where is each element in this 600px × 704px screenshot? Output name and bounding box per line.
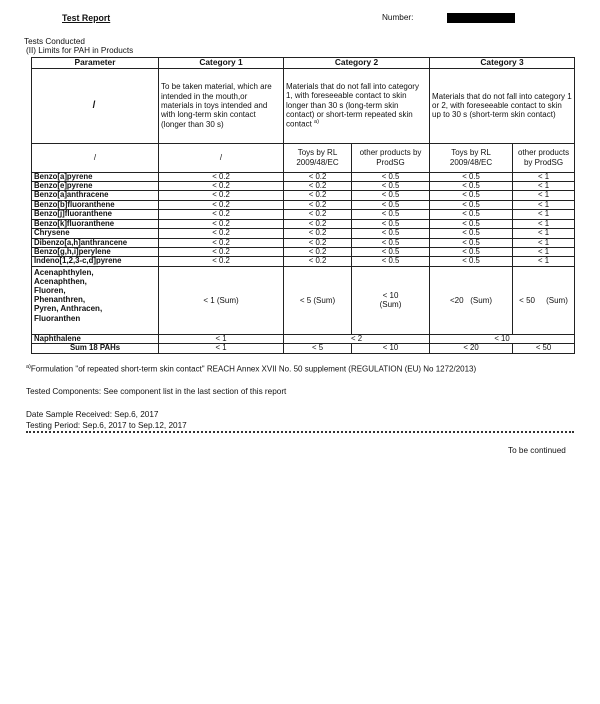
naphthalene-cat1: < 1 bbox=[159, 334, 284, 343]
subhead-cat3-toys: Toys by RL 2009/48/EC bbox=[430, 143, 513, 172]
row-cat1: < 0.2 bbox=[159, 238, 284, 247]
subhead-parameter-slash: / bbox=[32, 143, 159, 172]
report-header bbox=[0, 13, 600, 27]
subhead-cat2-other: other products by ProdSG bbox=[352, 143, 430, 172]
row-cat1: < 0.2 bbox=[159, 257, 284, 266]
row-parameter: Benzo[g,h,i]perylene bbox=[32, 247, 159, 256]
section-title: Tests Conducted bbox=[24, 37, 85, 46]
footnote-mark: a) bbox=[26, 364, 31, 370]
naphthalene-cat3: < 10 bbox=[430, 334, 575, 343]
row-cat2-toys: < 0.2 bbox=[284, 247, 352, 256]
section-subtitle: (II) Limits for PAH in Products bbox=[26, 46, 134, 55]
row-parameter: Benzo[a]anthracene bbox=[32, 191, 159, 200]
row-cat2-other: < 0.5 bbox=[352, 247, 430, 256]
subheader-row bbox=[32, 143, 575, 172]
row-cat3-toys: < 0.5 bbox=[430, 172, 513, 181]
desc-category-1: To be taken material, which are intended in the mouth,or materials in toys intended and with long-term skin contact (longer than 30 s) bbox=[159, 68, 284, 143]
row-parameter: Benzo[j]fluoranthene bbox=[32, 210, 159, 219]
row-cat3-toys: < 0.5 bbox=[430, 229, 513, 238]
row-cat3-other: < 1 bbox=[513, 210, 575, 219]
table-header-row bbox=[32, 58, 575, 69]
grouped-cat1: < 1 (Sum) bbox=[159, 266, 284, 334]
table-row bbox=[32, 247, 575, 256]
desc-category-2-footnote-mark: a) bbox=[314, 119, 319, 126]
naphthalene-row bbox=[32, 334, 575, 343]
row-cat3-toys: < 0.5 bbox=[430, 238, 513, 247]
row-cat3-other: < 1 bbox=[513, 219, 575, 228]
row-parameter: Chrysene bbox=[32, 229, 159, 238]
row-cat3-other: < 1 bbox=[513, 172, 575, 181]
table-row bbox=[32, 210, 575, 219]
row-cat3-toys: < 0.5 bbox=[430, 191, 513, 200]
footnote bbox=[26, 364, 476, 374]
desc-category-2 bbox=[284, 68, 430, 143]
row-cat3-toys: < 0.5 bbox=[430, 257, 513, 266]
sum-row bbox=[32, 344, 575, 353]
grouped-cat3-toys: <20 (Sum) bbox=[430, 266, 513, 334]
table-row bbox=[32, 229, 575, 238]
redacted-number-block bbox=[447, 13, 515, 23]
row-cat2-toys: < 0.2 bbox=[284, 200, 352, 209]
row-cat1: < 0.2 bbox=[159, 182, 284, 191]
table-row bbox=[32, 219, 575, 228]
row-cat2-other: < 0.5 bbox=[352, 191, 430, 200]
grouped-cat2-other bbox=[352, 266, 430, 334]
row-parameter: Benzo[e]pyrene bbox=[32, 182, 159, 191]
row-parameter: Dibenzo[a,h]anthrancene bbox=[32, 238, 159, 247]
sum-cat3-other: < 50 bbox=[513, 344, 575, 353]
row-cat2-other: < 0.5 bbox=[352, 172, 430, 181]
sum-cat2-toys: < 5 bbox=[284, 344, 352, 353]
row-parameter: Naphthalene bbox=[32, 334, 159, 343]
row-parameter: Benzo[k]fluoranthene bbox=[32, 219, 159, 228]
header-category-3: Category 3 bbox=[430, 58, 575, 69]
row-cat1: < 0.2 bbox=[159, 210, 284, 219]
to-be-continued: To be continued bbox=[508, 446, 566, 455]
row-cat3-toys: < 0.5 bbox=[430, 247, 513, 256]
row-cat3-other: < 1 bbox=[513, 238, 575, 247]
table-row bbox=[32, 238, 575, 247]
row-cat3-toys: < 0.5 bbox=[430, 219, 513, 228]
footnote-text: Formulation "of repeated short-term skin contact" REACH Annex XVII No. 50 supplement (REGULATION (EU) No 1272/2013) bbox=[30, 364, 477, 374]
row-cat3-other: < 1 bbox=[513, 257, 575, 266]
row-cat2-other: < 0.5 bbox=[352, 210, 430, 219]
row-cat2-toys: < 0.2 bbox=[284, 210, 352, 219]
row-cat3-other: < 1 bbox=[513, 229, 575, 238]
sum-cat1: < 1 bbox=[159, 344, 284, 353]
tested-components: Tested Components: See component list in the last section of this report bbox=[26, 387, 287, 396]
header-category-2: Category 2 bbox=[284, 58, 430, 69]
row-parameter: Benzo[b]fluoranthene bbox=[32, 200, 159, 209]
table-row bbox=[32, 257, 575, 266]
row-cat2-toys: < 0.2 bbox=[284, 172, 352, 181]
table-row bbox=[32, 191, 575, 200]
asterisk-divider bbox=[26, 431, 574, 436]
date-sample-received: Date Sample Received: Sep.6, 2017 bbox=[26, 410, 159, 419]
row-cat3-other: < 1 bbox=[513, 247, 575, 256]
row-cat2-other: < 0.5 bbox=[352, 257, 430, 266]
grouped-pah-name: Pyren, Anthracen, bbox=[34, 304, 103, 314]
grouped-pah-name: Acenaphthen, bbox=[34, 276, 87, 286]
row-cat2-toys: < 0.2 bbox=[284, 191, 352, 200]
grouped-pah-names bbox=[32, 266, 159, 334]
row-cat3-toys: < 0.5 bbox=[430, 182, 513, 191]
sum-label: Sum 18 PAHs bbox=[32, 344, 159, 353]
report-title: Test Report bbox=[62, 13, 111, 23]
row-cat1: < 0.2 bbox=[159, 219, 284, 228]
row-cat3-toys: < 0.5 bbox=[430, 200, 513, 209]
row-cat2-toys: < 0.2 bbox=[284, 229, 352, 238]
row-cat2-toys: < 0.2 bbox=[284, 238, 352, 247]
header-parameter: Parameter bbox=[32, 58, 159, 69]
subhead-cat3-other: other products by ProdSG bbox=[513, 143, 575, 172]
row-cat2-other: < 0.5 bbox=[352, 182, 430, 191]
grouped-pah-name: Fluoren, bbox=[34, 286, 66, 296]
row-cat2-other: < 0.5 bbox=[352, 219, 430, 228]
pah-limits-table bbox=[31, 57, 575, 354]
testing-period: Testing Period: Sep.6, 2017 to Sep.12, 2017 bbox=[26, 421, 187, 430]
sum-cat2-other: < 10 bbox=[352, 344, 430, 353]
row-cat3-other: < 1 bbox=[513, 191, 575, 200]
desc-parameter-slash: / bbox=[32, 68, 159, 143]
category-description-row bbox=[32, 68, 575, 143]
report-number-label: Number: bbox=[382, 13, 414, 22]
row-cat1: < 0.2 bbox=[159, 229, 284, 238]
row-cat2-toys: < 0.2 bbox=[284, 182, 352, 191]
table-row bbox=[32, 172, 575, 181]
row-cat1: < 0.2 bbox=[159, 191, 284, 200]
header-category-1: Category 1 bbox=[159, 58, 284, 69]
grouped-cat2-other-unit: (Sum) bbox=[379, 300, 402, 310]
grouped-pah-row bbox=[32, 266, 575, 334]
row-cat2-other: < 0.5 bbox=[352, 200, 430, 209]
row-cat1: < 0.2 bbox=[159, 200, 284, 209]
row-cat1: < 0.2 bbox=[159, 172, 284, 181]
grouped-cat2-toys: < 5 (Sum) bbox=[284, 266, 352, 334]
grouped-cat3-other: < 50 (Sum) bbox=[513, 266, 575, 334]
row-cat2-toys: < 0.2 bbox=[284, 219, 352, 228]
subhead-category-1-slash: / bbox=[159, 143, 284, 172]
subhead-cat2-toys: Toys by RL 2009/48/EC bbox=[284, 143, 352, 172]
row-cat3-other: < 1 bbox=[513, 200, 575, 209]
grouped-pah-name: Acenaphthylen, bbox=[34, 267, 94, 277]
desc-category-2-text: Materials that do not fall into category 1, with foreseeable contact to skin longer than 30 s (long-term skin contact) or short-term repeated skin contact bbox=[286, 81, 419, 130]
grouped-cat2-other-value: < 10 bbox=[382, 291, 399, 301]
desc-category-3: Materials that do not fall into category 1 or 2, with foreseeable contact to skin up to 30 s (short-term skin contact) bbox=[430, 68, 575, 143]
row-parameter: Indeno[1,2,3-c,d]pyrene bbox=[32, 257, 159, 266]
row-cat3-other: < 1 bbox=[513, 182, 575, 191]
table-row bbox=[32, 200, 575, 209]
row-cat1: < 0.2 bbox=[159, 247, 284, 256]
table-row bbox=[32, 182, 575, 191]
row-cat3-toys: < 0.5 bbox=[430, 210, 513, 219]
row-cat2-other: < 0.5 bbox=[352, 229, 430, 238]
grouped-pah-name: Fluoranthen bbox=[34, 313, 81, 323]
naphthalene-cat2: < 2 bbox=[284, 334, 430, 343]
grouped-pah-name: Phenanthren, bbox=[34, 295, 86, 305]
sum-cat3-toys: < 20 bbox=[430, 344, 513, 353]
row-cat2-toys: < 0.2 bbox=[284, 257, 352, 266]
row-parameter: Benzo[a]pyrene bbox=[32, 172, 159, 181]
row-cat2-other: < 0.5 bbox=[352, 238, 430, 247]
